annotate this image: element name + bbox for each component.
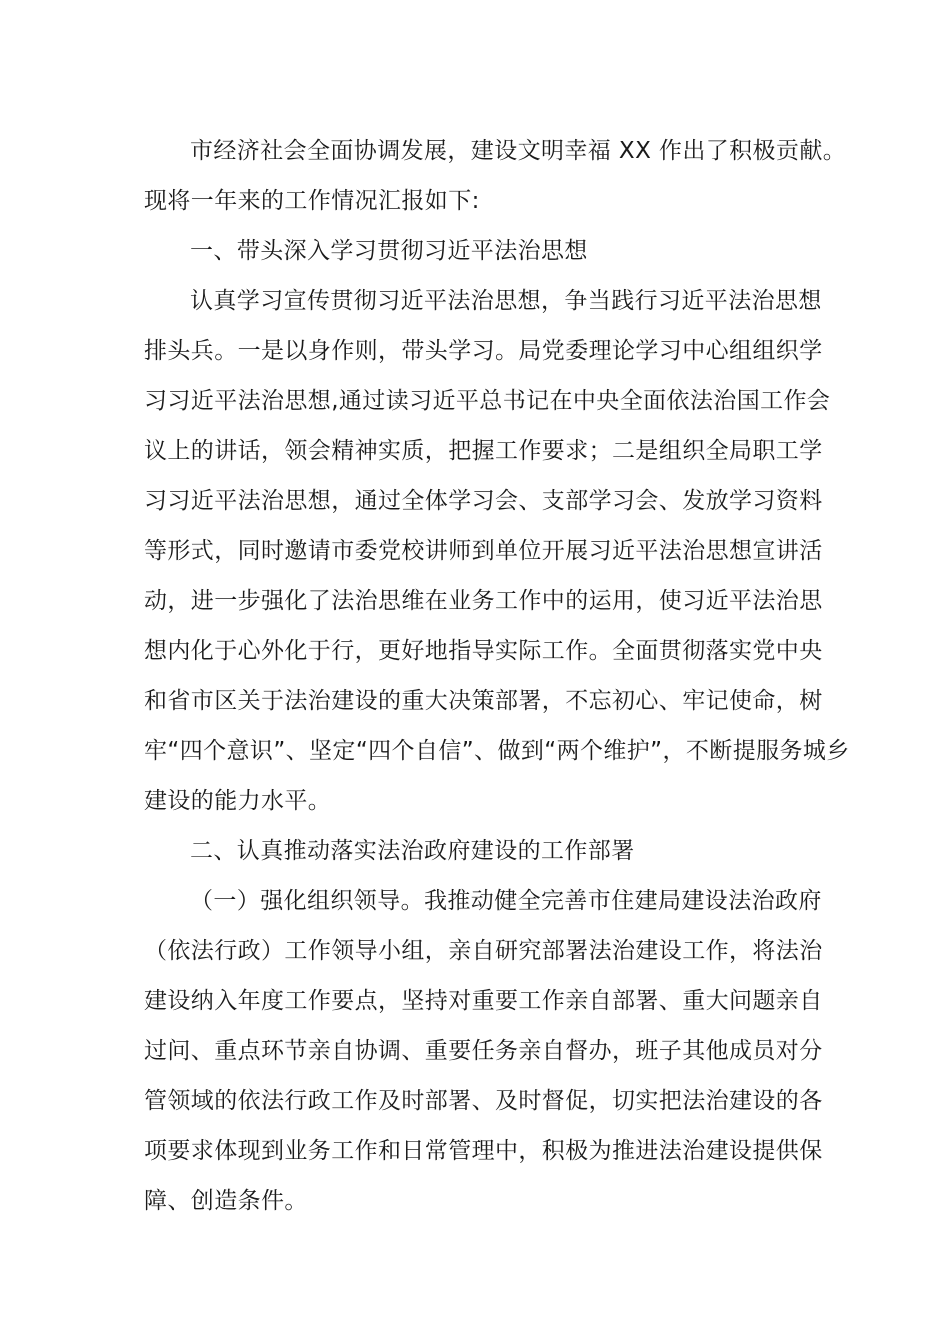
text-line: 现将一年来的工作情况汇报如下:: [144, 188, 480, 214]
text-line: 管领域的依法行政工作及时部署、及时督促，切实把法治建设的各: [144, 1088, 823, 1114]
text-line: 过问、重点环节亲自协调、重要任务亲自督办，班子其他成员对分: [144, 1038, 823, 1064]
section-heading-2: 二、认真推动落实法治政府建设的工作部署: [190, 838, 635, 864]
text-line: 项要求体现到业务工作和日常管理中，积极为推进法治建设提供保: [144, 1138, 823, 1164]
text-line: 障、创造条件。: [144, 1188, 308, 1214]
text-line: （依法行政）工作领导小组，亲自研究部署法治建设工作，将法治: [144, 938, 823, 964]
text-line: 等形式，同时邀请市委党校讲师到单位开展习近平法治思想宣讲活: [144, 538, 823, 564]
text-line: 排头兵。一是以身作则，带头学习。局党委理论学习中心组组织学: [144, 338, 823, 364]
text-line: 认真学习宣传贯彻习近平法治思想，争当践行习近平法治思想: [190, 288, 822, 314]
text-line: 建设纳入年度工作要点，坚持对重要工作亲自部署、重大问题亲自: [144, 988, 823, 1014]
text-line: 建设的能力水平。: [144, 788, 332, 814]
text-line: 想内化于心外化于行，更好地指导实际工作。全面贯彻落实党中央: [144, 638, 823, 664]
text-line: 市经济社会全面协调发展，建设文明幸福 XX 作出了积极贡献。: [190, 138, 847, 164]
text-line: 牢“四个意识”、坚定“四个自信”、做到“两个维护”，不断提服务城乡: [144, 738, 850, 764]
text-line: 习习近平法治思想,通过读习近平总书记在中央全面依法治国工作会: [144, 388, 831, 414]
text-line: 习习近平法治思想，通过全体学习会、支部学习会、发放学习资料: [144, 488, 823, 514]
text-line: 动，进一步强化了法治思维在业务工作中的运用，使习近平法治思: [144, 588, 823, 614]
section-heading-1: 一、带头深入学习贯彻习近平法治思想: [190, 238, 588, 264]
text-line: 和省市区关于法治建设的重大决策部署，不忘初心、牢记使命，树: [144, 688, 823, 714]
text-line: 议上的讲话，领会精神实质，把握工作要求；二是组织全局职工学: [144, 438, 823, 464]
text-line: （一）强化组织领导。我推动健全完善市住建局建设法治政府: [190, 888, 822, 914]
